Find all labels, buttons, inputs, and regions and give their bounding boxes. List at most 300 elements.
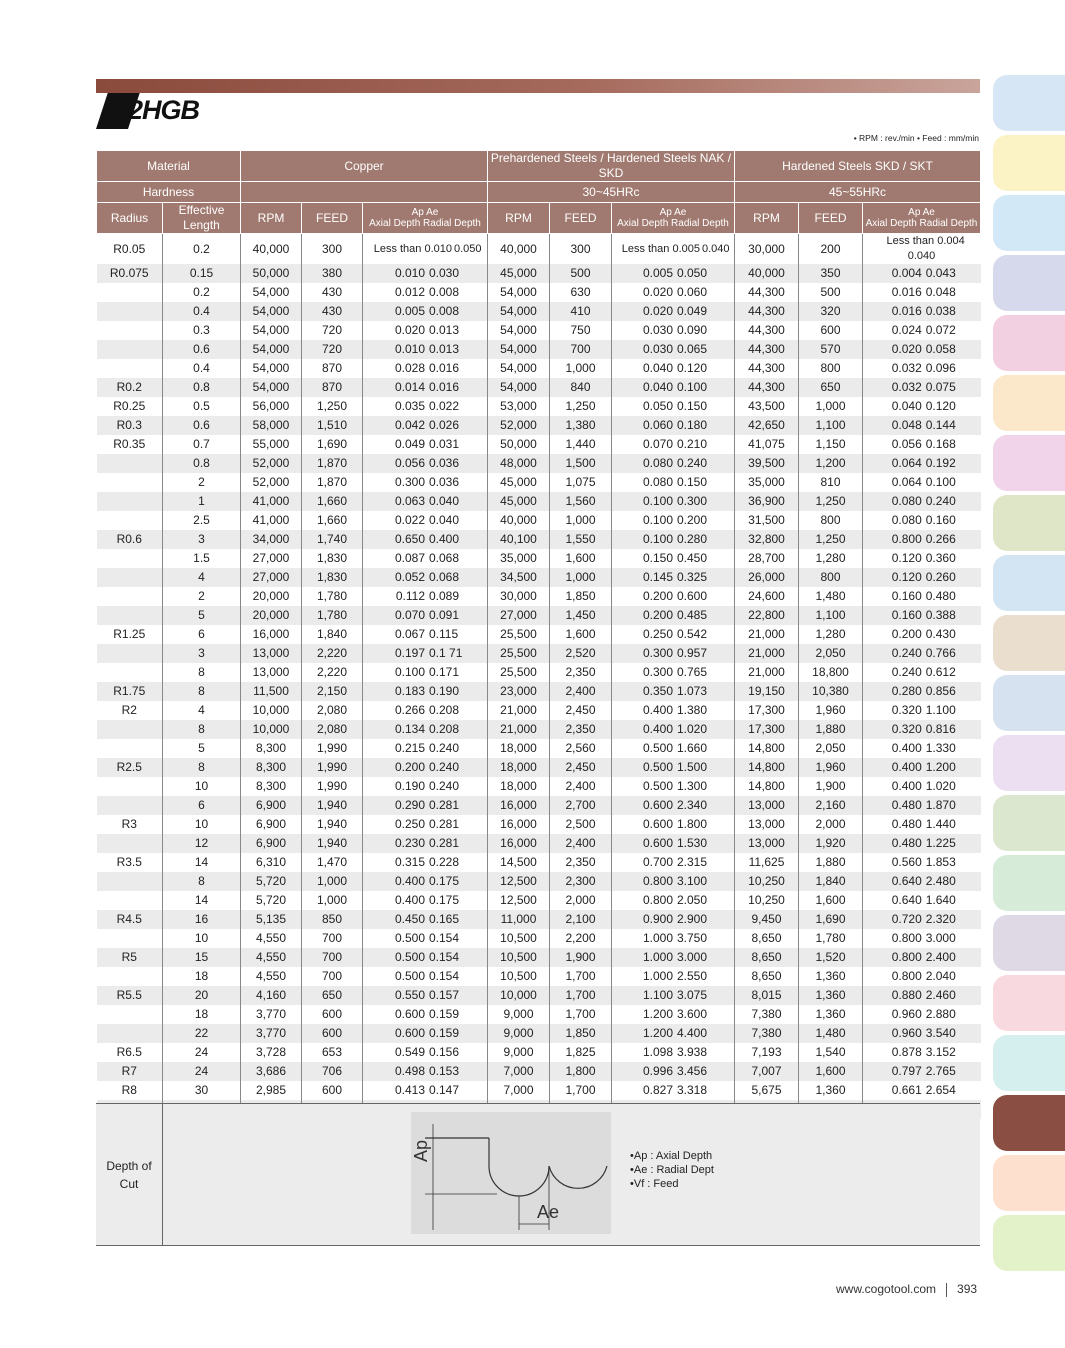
rpm-cell: 48,000 [488, 454, 550, 473]
apae-cell [612, 796, 735, 815]
table-row [97, 929, 981, 948]
apae-cell [612, 1062, 735, 1081]
feed-cell: 1,920 [799, 834, 863, 853]
depth-of-cut-diagram [411, 1112, 611, 1234]
radial-depth-value: 0.150 [677, 475, 708, 489]
apae-cell [363, 1062, 488, 1081]
apae-cell [612, 568, 735, 587]
feed-cell: 1,825 [550, 1043, 612, 1062]
feed-cell: 1,000 [550, 359, 612, 378]
side-tab-20[interactable] [993, 1215, 1065, 1271]
feed-cell: 2,100 [550, 910, 612, 929]
radius-cell [97, 473, 163, 492]
rpm-cell: 54,000 [241, 321, 302, 340]
effective-length-cell: 12 [163, 834, 241, 853]
apae-cell [612, 511, 735, 530]
rpm-cell: 50,000 [488, 435, 550, 454]
rpm-cell: 28,700 [735, 549, 799, 568]
rpm-cell: 17,300 [735, 701, 799, 720]
table-row [97, 321, 981, 340]
apae-cell [863, 435, 981, 454]
radial-depth-value: 0.016 [429, 361, 460, 375]
effective-length-cell: 8 [163, 720, 241, 739]
feed-cell: 300 [550, 234, 612, 265]
radial-depth-value: 1.300 [677, 779, 708, 793]
apae-cell [363, 986, 488, 1005]
rpm-cell: 40,000 [241, 234, 302, 265]
axial-depth-value: 0.500 [642, 741, 673, 755]
apae-cell [612, 283, 735, 302]
radial-depth-value: 0.266 [925, 532, 956, 546]
side-tab-5[interactable] [993, 315, 1065, 371]
rpm-cell: 10,500 [488, 967, 550, 986]
apae-cell [363, 910, 488, 929]
rpm-cell: 14,800 [735, 739, 799, 758]
rpm-cell: 39,500 [735, 454, 799, 473]
rpm-cell: 22,800 [735, 606, 799, 625]
rpm-cell: 36,900 [735, 492, 799, 511]
radial-depth-value: 0.159 [429, 1026, 460, 1040]
effective-length-header: Effective Length [163, 203, 241, 234]
rpm-cell: 44,300 [735, 321, 799, 340]
feed-cell: 2,350 [550, 853, 612, 872]
depth-of-cut-section [96, 1103, 980, 1246]
apae-cell [612, 549, 735, 568]
rpm-cell: 3,770 [241, 1005, 302, 1024]
rpm-cell: 26,000 [735, 568, 799, 587]
feed-cell: 2,700 [550, 796, 612, 815]
axial-depth-value: 0.200 [394, 760, 425, 774]
apae-cell [863, 929, 981, 948]
side-tab-19[interactable] [993, 1155, 1065, 1211]
apae-cell [863, 1081, 981, 1100]
apae-cell [863, 1062, 981, 1081]
feed-cell: 1,850 [550, 587, 612, 606]
radius-cell: R2.5 [97, 758, 163, 777]
apae-cell [863, 910, 981, 929]
rpm-cell: 14,800 [735, 758, 799, 777]
table-row [97, 701, 981, 720]
radius-cell [97, 454, 163, 473]
radial-depth-value: 0.154 [429, 950, 460, 964]
feed-cell: 800 [799, 511, 863, 530]
apae-cell [863, 321, 981, 340]
feed-cell: 1,850 [550, 1024, 612, 1043]
table-row [97, 530, 981, 549]
axial-depth-value: 0.215 [394, 741, 425, 755]
side-tab-11[interactable] [993, 675, 1065, 731]
axial-depth-value: 0.120 [891, 570, 922, 584]
radius-cell: R0.6 [97, 530, 163, 549]
radial-depth-value: 0.281 [429, 798, 460, 812]
feed-cell: 1,900 [550, 948, 612, 967]
axial-depth-value: 0.800 [642, 874, 673, 888]
axial-depth-value: 0.064 [891, 456, 922, 470]
table-row [97, 910, 981, 929]
apae-cell [863, 473, 981, 492]
radial-depth-value: 0.016 [429, 380, 460, 394]
radial-depth-value: 3.000 [677, 950, 708, 964]
radial-depth-value: 0.450 [677, 551, 708, 565]
radius-cell: R0.2 [97, 378, 163, 397]
apae-cell [612, 644, 735, 663]
apae-cell [612, 872, 735, 891]
rpm-cell: 30,000 [488, 587, 550, 606]
radial-depth-value: 0.165 [429, 912, 460, 926]
radial-depth-value: 2.900 [677, 912, 708, 926]
axial-depth-value: 0.048 [891, 418, 922, 432]
apae-cell [612, 606, 735, 625]
side-tab-12[interactable] [993, 735, 1065, 791]
axial-depth-value: 0.240 [891, 646, 922, 660]
radial-depth-value: 0.360 [925, 551, 956, 565]
apae-cell [612, 739, 735, 758]
feed-cell: 1,560 [550, 492, 612, 511]
side-tab-3[interactable] [993, 195, 1065, 251]
axial-depth-value: Less than 0.005 [621, 242, 700, 255]
apae-cell [363, 948, 488, 967]
radial-depth-value: 0.150 [677, 399, 708, 413]
rpm-cell: 54,000 [241, 359, 302, 378]
footer-url[interactable]: www.cogotool.com [836, 1282, 937, 1296]
side-tab-18[interactable] [993, 1095, 1065, 1151]
feed-cell: 750 [550, 321, 612, 340]
apae-cell [363, 321, 488, 340]
rpm-cell: 18,000 [488, 739, 550, 758]
radial-depth-value: 2.460 [925, 988, 956, 1002]
axial-depth-value: 1.098 [642, 1045, 673, 1059]
side-tab-15[interactable] [993, 915, 1065, 971]
table-row [97, 568, 981, 587]
radial-depth-value: 0.050 [454, 242, 482, 255]
feed-cell: 1,700 [550, 967, 612, 986]
feed-cell: 1,780 [799, 929, 863, 948]
axial-depth-value: 0.600 [642, 817, 673, 831]
radius-cell: R0.075 [97, 264, 163, 283]
axial-depth-value: 1.000 [642, 950, 673, 964]
rpm-cell: 54,000 [488, 283, 550, 302]
radial-depth-value: 0.060 [677, 285, 708, 299]
rpm-cell: 4,550 [241, 948, 302, 967]
rpm-cell: 9,000 [488, 1005, 550, 1024]
apae-cell [612, 948, 735, 967]
apae-top: Ap Ae [411, 207, 439, 218]
feed-cell: 1,600 [550, 625, 612, 644]
rpm-cell: 44,300 [735, 283, 799, 302]
rpm-cell: 3,770 [241, 1024, 302, 1043]
rpm-cell: 27,000 [241, 549, 302, 568]
rpm-cell: 54,000 [241, 302, 302, 321]
radial-depth-value: 1.200 [925, 760, 956, 774]
radius-cell: R8 [97, 1081, 163, 1100]
apae-cell [612, 986, 735, 1005]
axial-depth-value: 0.112 [395, 589, 425, 603]
radial-depth-value: 0.171 [429, 665, 460, 679]
radial-depth-value: 0.065 [677, 342, 708, 356]
radius-cell: R7 [97, 1062, 163, 1081]
apae-cell [363, 682, 488, 701]
rpm-cell: 12,500 [488, 872, 550, 891]
apae-cell [363, 644, 488, 663]
radial-depth-value: 0.856 [925, 684, 956, 698]
feed-cell: 1,075 [550, 473, 612, 492]
feed-cell: 1,880 [799, 853, 863, 872]
axial-depth-value: 0.996 [642, 1064, 673, 1078]
apae-cell [863, 739, 981, 758]
rpm-cell: 8,300 [241, 777, 302, 796]
group-copper: Copper [241, 151, 488, 182]
effective-length-cell: 18 [163, 967, 241, 986]
feed-cell: 2,160 [799, 796, 863, 815]
axial-depth-value: 0.800 [891, 969, 922, 983]
table-row [97, 853, 981, 872]
rpm-cell: 41,075 [735, 435, 799, 454]
axial-depth-value: 0.800 [891, 950, 922, 964]
feed-cell: 1,000 [302, 891, 363, 910]
apae-cell [863, 359, 981, 378]
feed-cell: 600 [302, 1024, 363, 1043]
axial-depth-value: 0.800 [891, 532, 922, 546]
feed-cell: 1,100 [799, 416, 863, 435]
table-row [97, 302, 981, 321]
effective-length-cell: 16 [163, 910, 241, 929]
rpm-cell: 21,000 [488, 701, 550, 720]
radius-cell: R4.5 [97, 910, 163, 929]
apae-cell [863, 815, 981, 834]
axial-depth-value: 0.266 [394, 703, 425, 717]
rpm-cell: 12,500 [488, 891, 550, 910]
radial-depth-value: 3.318 [677, 1083, 708, 1097]
apae-cell [363, 967, 488, 986]
side-tab-17[interactable] [993, 1035, 1065, 1091]
apae-cell [363, 340, 488, 359]
effective-length-cell: 3 [163, 644, 241, 663]
feed-cell: 2,520 [550, 644, 612, 663]
rpm-cell: 7,000 [488, 1081, 550, 1100]
radial-depth-value: 0.175 [429, 893, 460, 907]
apae-cell [863, 492, 981, 511]
radial-depth-value: 0.040 [907, 250, 936, 262]
radial-depth-value: 0.040 [429, 494, 460, 508]
axial-depth-value: Less than 0.004 [886, 235, 965, 247]
rpm-cell: 4,160 [241, 986, 302, 1005]
radius-cell: R1.75 [97, 682, 163, 701]
rpm-cell: 8,650 [735, 967, 799, 986]
radial-depth-value: 0.115 [429, 627, 459, 641]
rpm-cell: 10,000 [241, 701, 302, 720]
feed-cell: 840 [550, 378, 612, 397]
feed-cell: 706 [302, 1062, 363, 1081]
table-row [97, 720, 981, 739]
axial-depth-value: 0.400 [394, 874, 425, 888]
radius-cell [97, 1005, 163, 1024]
rpm-cell: 6,900 [241, 815, 302, 834]
apae-cell [363, 777, 488, 796]
effective-length-cell: 5 [163, 739, 241, 758]
rpm-cell: 13,000 [241, 663, 302, 682]
radius-cell: R0.3 [97, 416, 163, 435]
axial-depth-value: 0.300 [642, 646, 673, 660]
radial-depth-value: 0.048 [925, 285, 956, 299]
rpm-cell: 54,000 [241, 283, 302, 302]
side-tabs [993, 75, 1065, 1275]
axial-depth-value: 0.067 [394, 627, 425, 641]
feed-cell: 850 [302, 910, 363, 929]
apae-cell [612, 777, 735, 796]
side-tab-2[interactable] [993, 135, 1065, 191]
side-tab-7[interactable] [993, 435, 1065, 491]
side-tab-4[interactable] [993, 255, 1065, 311]
axial-depth-value: 1.000 [642, 969, 673, 983]
axial-depth-value: 0.400 [891, 779, 922, 793]
feed-cell: 1,520 [799, 948, 863, 967]
axial-depth-value: 0.650 [394, 532, 425, 546]
axial-depth-value: 0.240 [891, 665, 922, 679]
axial-depth-value: 0.042 [394, 418, 425, 432]
apae-cell [863, 340, 981, 359]
apae-cell [863, 549, 981, 568]
feed-cell: 1,600 [799, 891, 863, 910]
radial-depth-value: 1.073 [677, 684, 708, 698]
apae-top: Ap Ae [659, 207, 687, 218]
radial-depth-value: 0.144 [925, 418, 956, 432]
apae-cell [612, 663, 735, 682]
side-tab-16[interactable] [993, 975, 1065, 1031]
side-tab-8[interactable] [993, 495, 1065, 551]
table-row [97, 378, 981, 397]
side-tab-10[interactable] [993, 615, 1065, 671]
rpm-cell: 45,000 [488, 492, 550, 511]
radial-depth-value: 3.152 [925, 1045, 956, 1059]
axial-depth-value: 0.032 [891, 361, 922, 375]
axial-depth-value: 0.160 [891, 589, 922, 603]
table-row [97, 872, 981, 891]
radial-depth-value: 0.049 [677, 304, 708, 318]
apae-cell [612, 530, 735, 549]
axial-depth-value: 0.014 [394, 380, 425, 394]
apae-cell [363, 234, 488, 265]
feed-cell: 1,000 [302, 872, 363, 891]
feed-cell: 430 [302, 283, 363, 302]
radius-cell: R0.35 [97, 435, 163, 454]
feed-cell: 2,450 [550, 758, 612, 777]
radial-depth-value: 1.640 [925, 893, 956, 907]
radial-depth-value: 0.240 [429, 760, 460, 774]
rpm-cell: 53,000 [488, 397, 550, 416]
radial-depth-value: 1.800 [677, 817, 708, 831]
side-tab-14[interactable] [993, 855, 1065, 911]
axial-depth-value: 0.600 [642, 798, 673, 812]
rpm-cell: 54,000 [488, 378, 550, 397]
radial-depth-value: 1.530 [677, 836, 708, 850]
diagram-ae-label: Ae [537, 1202, 560, 1222]
apae-cell [863, 530, 981, 549]
axial-depth-value: 0.498 [394, 1064, 425, 1078]
radius-cell [97, 739, 163, 758]
feed-cell: 1,600 [550, 549, 612, 568]
feed-cell: 1,480 [799, 587, 863, 606]
table-row [97, 1081, 981, 1100]
radial-depth-value: 0.120 [925, 399, 956, 413]
radial-depth-value: 0.485 [677, 608, 708, 622]
axial-depth-value: 0.640 [891, 893, 922, 907]
radial-depth-value: 2.050 [677, 893, 708, 907]
effective-length-cell: 0.2 [163, 234, 241, 265]
rpm-cell: 34,000 [241, 530, 302, 549]
radial-depth-value: 2.480 [925, 874, 956, 888]
effective-length-cell: 6 [163, 796, 241, 815]
side-tab-9[interactable] [993, 555, 1065, 611]
side-tab-13[interactable] [993, 795, 1065, 851]
legend-ap: •Ap : Axial Depth [630, 1150, 713, 1162]
axial-depth-value: 0.016 [891, 304, 922, 318]
apae-cell [612, 397, 735, 416]
radial-depth-value: 0.765 [677, 665, 708, 679]
axial-depth-value: 0.020 [891, 342, 922, 356]
feed-cell: 2,300 [550, 872, 612, 891]
axial-depth-value: Less than 0.010 [373, 242, 452, 255]
feed-cell: 1,600 [799, 1062, 863, 1081]
effective-length-cell: 1 [163, 492, 241, 511]
axial-depth-value: 0.960 [891, 1026, 922, 1040]
apae-bottom: Axial Depth Radial Depth [865, 218, 978, 229]
table-row [97, 587, 981, 606]
feed-cell: 1,280 [799, 549, 863, 568]
page-footer [836, 1282, 977, 1297]
rpm-cell: 8,015 [735, 986, 799, 1005]
feed-cell: 320 [799, 302, 863, 321]
feed-cell: 2,150 [302, 682, 363, 701]
apae-cell [612, 435, 735, 454]
axial-depth-value: 0.080 [642, 475, 673, 489]
feed-cell: 1,200 [799, 454, 863, 473]
feed-cell: 410 [550, 302, 612, 321]
apae-cell [863, 853, 981, 872]
feed-cell: 2,080 [302, 701, 363, 720]
depth-of-cut-label: Depth of Cut [96, 1104, 163, 1245]
effective-length-cell: 10 [163, 929, 241, 948]
radial-depth-value: 1.380 [677, 703, 708, 717]
header-stripe [96, 79, 980, 93]
table-row [97, 359, 981, 378]
side-tab-6[interactable] [993, 375, 1065, 431]
radial-depth-value: 0.013 [429, 323, 460, 337]
feed-header: FEED [799, 203, 863, 234]
effective-length-cell: 0.4 [163, 359, 241, 378]
rpm-cell: 19,150 [735, 682, 799, 701]
axial-depth-value: 0.300 [642, 665, 673, 679]
apae-cell [612, 492, 735, 511]
feed-cell: 1,250 [302, 397, 363, 416]
side-tab-1[interactable] [993, 75, 1065, 131]
feed-cell: 1,380 [550, 416, 612, 435]
radial-depth-value: 0.190 [429, 684, 460, 698]
apae-cell [363, 606, 488, 625]
axial-depth-value: 0.070 [642, 437, 673, 451]
rpm-cell: 32,800 [735, 530, 799, 549]
axial-depth-value: 0.400 [642, 722, 673, 736]
feed-cell: 1,960 [799, 701, 863, 720]
rpm-cell: 25,500 [488, 625, 550, 644]
table-row [97, 815, 981, 834]
feed-cell: 1,830 [302, 568, 363, 587]
rpm-cell: 10,250 [735, 872, 799, 891]
feed-cell: 1,510 [302, 416, 363, 435]
axial-depth-value: 0.160 [891, 608, 922, 622]
axial-depth-value: 0.100 [642, 532, 673, 546]
rpm-cell: 10,500 [488, 948, 550, 967]
radial-depth-value: 0.325 [677, 570, 708, 584]
